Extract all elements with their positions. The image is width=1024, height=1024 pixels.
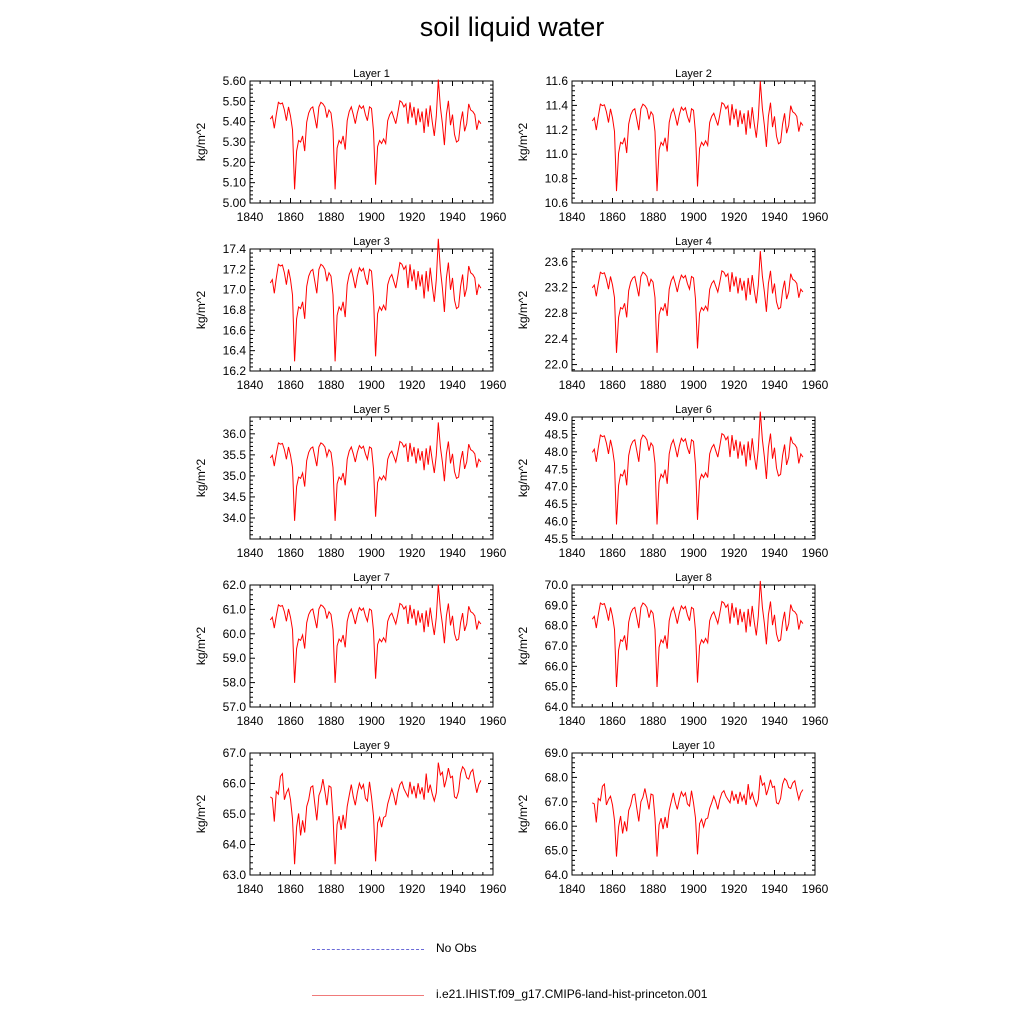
y-tick-label: 69.0 <box>544 598 568 613</box>
x-tick-label: 1840 <box>236 546 264 560</box>
panel-layer-8 <box>516 572 829 728</box>
x-tick-label: 1900 <box>358 210 385 224</box>
y-axis-label: kg/m^2 <box>194 626 208 666</box>
panel-layer-4 <box>516 236 829 392</box>
legend-swatch-dashed <box>312 949 424 950</box>
x-tick-label: 1900 <box>358 882 385 896</box>
x-tick-label: 1880 <box>639 714 667 728</box>
y-tick-label: 11.2 <box>545 122 568 137</box>
y-tick-label: 16.8 <box>222 303 246 317</box>
series-line <box>592 412 803 525</box>
x-tick-label: 1960 <box>801 546 829 560</box>
x-tick-label: 1840 <box>558 714 586 728</box>
y-tick-label: 16.2 <box>222 364 246 378</box>
y-tick-label: 23.6 <box>544 254 568 269</box>
y-axis-label: kg/m^2 <box>516 626 530 666</box>
y-tick-label: 35.0 <box>222 468 246 483</box>
panel-layer-2 <box>516 68 829 224</box>
x-tick-label: 1860 <box>277 210 304 224</box>
x-tick-label: 1900 <box>358 714 385 728</box>
y-tick-label: 16.4 <box>222 343 246 358</box>
x-tick-label: 1920 <box>398 714 426 728</box>
x-tick-label: 1880 <box>639 882 667 896</box>
y-tick-label: 5.20 <box>222 155 246 170</box>
x-tick-label: 1940 <box>439 882 466 896</box>
legend-swatch-solid <box>312 995 424 996</box>
y-tick-label: 10.6 <box>544 196 568 210</box>
x-tick-label: 1960 <box>801 714 829 728</box>
y-tick-label: 17.4 <box>222 242 246 256</box>
plot-frame <box>572 81 815 203</box>
x-tick-label: 1860 <box>599 210 626 224</box>
y-tick-label: 17.2 <box>222 262 246 277</box>
x-tick-label: 1920 <box>720 378 748 392</box>
x-tick-label: 1960 <box>479 378 507 392</box>
x-tick-label: 1960 <box>479 882 507 896</box>
x-tick-label: 1920 <box>398 882 426 896</box>
x-tick-label: 1920 <box>720 714 748 728</box>
y-axis-label: kg/m^2 <box>516 290 530 330</box>
y-tick-label: 11.6 <box>545 74 568 88</box>
x-tick-label: 1960 <box>801 882 829 896</box>
panel-layer-9 <box>194 740 507 896</box>
y-tick-label: 48.0 <box>544 444 568 459</box>
panel-title: Layer 8 <box>675 572 712 584</box>
series-line <box>270 584 481 682</box>
x-tick-label: 1940 <box>439 714 466 728</box>
x-tick-label: 1840 <box>558 210 586 224</box>
x-tick-label: 1860 <box>599 546 626 560</box>
x-tick-label: 1840 <box>558 546 586 560</box>
y-tick-label: 65.0 <box>544 679 568 694</box>
figure-title: soil liquid water <box>419 12 605 42</box>
x-tick-label: 1880 <box>639 210 667 224</box>
x-tick-label: 1860 <box>277 882 304 896</box>
plot-frame <box>250 585 493 707</box>
y-tick-label: 68.0 <box>544 618 568 633</box>
y-tick-label: 61.0 <box>222 602 246 617</box>
x-tick-label: 1960 <box>479 210 507 224</box>
y-tick-label: 36.0 <box>222 426 246 441</box>
x-tick-label: 1940 <box>761 210 788 224</box>
plot-frame <box>572 753 815 875</box>
y-tick-label: 63.0 <box>222 868 246 882</box>
y-tick-label: 64.0 <box>222 837 246 852</box>
series-line <box>592 81 803 191</box>
series-line <box>592 581 803 687</box>
x-tick-label: 1900 <box>680 210 707 224</box>
y-tick-label: 10.8 <box>544 171 568 186</box>
y-tick-label: 59.0 <box>222 651 246 666</box>
y-tick-label: 34.0 <box>222 510 246 525</box>
x-tick-label: 1920 <box>720 546 748 560</box>
x-tick-label: 1840 <box>558 378 586 392</box>
y-tick-label: 66.0 <box>222 776 246 791</box>
y-tick-label: 45.5 <box>544 532 568 546</box>
y-axis-label: kg/m^2 <box>194 290 208 330</box>
y-tick-label: 67.0 <box>544 794 568 809</box>
x-tick-label: 1880 <box>639 378 667 392</box>
y-tick-label: 65.0 <box>544 843 568 858</box>
x-tick-label: 1960 <box>479 714 507 728</box>
y-tick-label: 58.0 <box>222 675 246 690</box>
y-tick-label: 66.0 <box>544 819 568 834</box>
plot-frame <box>250 249 493 371</box>
x-tick-label: 1860 <box>599 714 626 728</box>
panel-title: Layer 1 <box>353 68 390 80</box>
y-tick-label: 49.0 <box>544 410 568 424</box>
x-tick-label: 1920 <box>398 210 426 224</box>
x-tick-label: 1880 <box>317 714 345 728</box>
x-tick-label: 1900 <box>358 546 385 560</box>
x-tick-label: 1880 <box>317 378 345 392</box>
legend-label: i.e21.IHIST.f09_g17.CMIP6-land-hist-princeton.001 <box>436 987 708 1001</box>
y-tick-label: 5.60 <box>222 74 246 88</box>
y-tick-label: 23.2 <box>544 280 568 295</box>
panel-title: Layer 4 <box>675 236 712 248</box>
panel-title: Layer 5 <box>353 404 390 416</box>
y-axis-label: kg/m^2 <box>194 794 208 834</box>
y-axis-label: kg/m^2 <box>516 794 530 834</box>
y-tick-label: 22.0 <box>544 357 568 372</box>
series-line <box>592 775 803 856</box>
y-tick-label: 67.0 <box>544 639 568 653</box>
x-tick-label: 1880 <box>317 882 345 896</box>
series-line <box>270 422 481 520</box>
panel-layer-6 <box>516 404 829 560</box>
x-tick-label: 1940 <box>761 882 788 896</box>
series-line <box>270 763 481 865</box>
x-tick-label: 1840 <box>236 378 264 392</box>
x-tick-label: 1920 <box>720 882 748 896</box>
y-tick-label: 16.6 <box>222 323 246 338</box>
x-tick-label: 1960 <box>801 210 829 224</box>
y-tick-label: 22.8 <box>544 306 568 321</box>
panel-title: Layer 3 <box>353 236 390 248</box>
y-axis-label: kg/m^2 <box>194 458 208 498</box>
y-tick-label: 47.5 <box>544 462 568 477</box>
y-tick-label: 5.00 <box>222 196 246 210</box>
y-tick-label: 11.4 <box>545 98 568 113</box>
x-tick-label: 1940 <box>439 546 466 560</box>
series-line <box>592 251 803 353</box>
y-tick-label: 65.0 <box>222 807 246 821</box>
series-line <box>270 80 481 190</box>
y-tick-label: 46.0 <box>544 514 568 529</box>
y-tick-label: 47.0 <box>544 479 568 494</box>
x-tick-label: 1940 <box>439 378 466 392</box>
y-tick-label: 5.10 <box>222 175 246 190</box>
x-tick-label: 1940 <box>761 714 788 728</box>
y-tick-label: 5.40 <box>222 114 246 129</box>
x-tick-label: 1840 <box>558 882 586 896</box>
x-tick-label: 1900 <box>680 882 707 896</box>
x-tick-label: 1860 <box>599 378 626 392</box>
x-tick-label: 1880 <box>317 210 345 224</box>
y-tick-label: 57.0 <box>222 700 246 714</box>
panel-layer-5 <box>194 404 507 560</box>
y-axis-label: kg/m^2 <box>516 122 530 162</box>
x-tick-label: 1940 <box>761 546 788 560</box>
y-tick-label: 17.0 <box>222 282 246 297</box>
y-tick-label: 67.0 <box>222 746 246 760</box>
y-tick-label: 22.4 <box>544 331 568 346</box>
x-tick-label: 1960 <box>479 546 507 560</box>
y-tick-label: 46.5 <box>544 497 568 512</box>
y-tick-label: 64.0 <box>544 868 568 882</box>
plot-frame <box>572 585 815 707</box>
y-axis-label: kg/m^2 <box>194 122 208 162</box>
panel-layer-1 <box>194 68 507 224</box>
x-tick-label: 1900 <box>680 714 707 728</box>
x-tick-label: 1920 <box>720 210 748 224</box>
panel-title: Layer 6 <box>675 404 712 416</box>
x-tick-label: 1860 <box>277 378 304 392</box>
x-tick-label: 1940 <box>761 378 788 392</box>
x-tick-label: 1860 <box>599 882 626 896</box>
y-tick-label: 11.0 <box>545 147 568 162</box>
y-tick-label: 70.0 <box>544 578 568 592</box>
y-tick-label: 48.5 <box>544 427 568 442</box>
panel-title: Layer 7 <box>353 572 390 584</box>
plot-frame <box>572 249 815 371</box>
x-tick-label: 1860 <box>277 714 304 728</box>
panel-layer-3 <box>194 236 507 392</box>
x-tick-label: 1900 <box>680 546 707 560</box>
y-tick-label: 34.5 <box>222 489 246 504</box>
x-tick-label: 1960 <box>801 378 829 392</box>
x-tick-label: 1840 <box>236 882 264 896</box>
panel-layer-7 <box>194 572 507 728</box>
plot-frame <box>572 417 815 539</box>
x-tick-label: 1860 <box>277 546 304 560</box>
y-tick-label: 5.50 <box>222 94 246 109</box>
x-tick-label: 1900 <box>680 378 707 392</box>
y-axis-label: kg/m^2 <box>516 458 530 498</box>
legend-label: No Obs <box>436 941 477 955</box>
x-tick-label: 1940 <box>439 210 466 224</box>
series-line <box>270 239 481 362</box>
x-tick-label: 1880 <box>317 546 345 560</box>
y-tick-label: 5.30 <box>222 135 246 149</box>
x-tick-label: 1840 <box>236 714 264 728</box>
y-tick-label: 66.0 <box>544 659 568 674</box>
panel-layer-10 <box>516 740 829 896</box>
x-tick-label: 1840 <box>236 210 264 224</box>
plot-frame <box>250 753 493 875</box>
y-tick-label: 35.5 <box>222 447 246 462</box>
x-tick-label: 1900 <box>358 378 385 392</box>
panel-title: Layer 10 <box>672 740 715 752</box>
x-tick-label: 1920 <box>398 546 426 560</box>
y-tick-label: 60.0 <box>222 626 246 641</box>
y-tick-label: 62.0 <box>222 578 246 592</box>
panel-title: Layer 2 <box>675 68 712 80</box>
x-tick-label: 1880 <box>639 546 667 560</box>
y-tick-label: 68.0 <box>544 770 568 785</box>
panel-title: Layer 9 <box>353 740 390 752</box>
y-tick-label: 64.0 <box>544 700 568 714</box>
y-tick-label: 69.0 <box>544 746 568 760</box>
x-tick-label: 1920 <box>398 378 426 392</box>
